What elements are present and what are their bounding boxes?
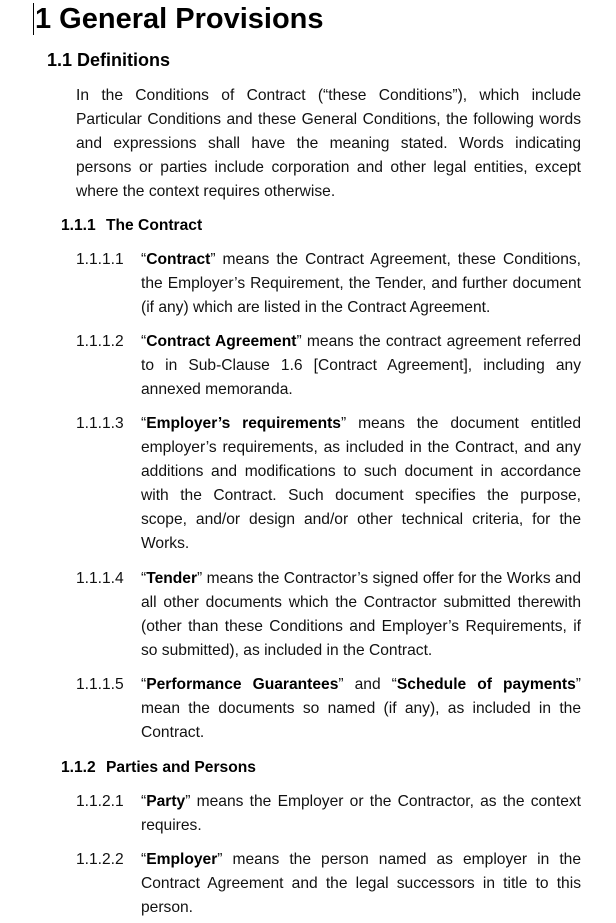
defined-term: Employer’s requirements [146,415,341,432]
clause-item [76,248,581,320]
clause-text: “Contract” means the Contract Agreement, these Conditions, the Employer’s Requirement, the Tender, and further document (if any) which are listed in the Contract Agreement. [141,251,581,317]
clause-item [76,567,581,663]
clause-number: 1.1.1.3 [76,415,124,432]
clause-text: “Contract Agreement” means the contract agreement referred to in Sub-Clause 1.6 [Contract Agreement], including any annexed memoranda. [141,333,582,399]
clause-item [76,330,581,402]
section-title: Parties and Persons [106,759,256,776]
clause-text: “Performance Guarantees” and “Schedule of payments” mean the documents so named (if any), as included in the Contract. [141,676,581,742]
defined-term: Tender [146,570,198,587]
heading-definitions: 1.1 Definitions [47,50,171,70]
section-heading-parties-and-persons [61,758,256,778]
defined-term: Party [146,793,186,810]
clause-number: 1.1.2.2 [76,851,124,868]
heading-general-provisions: 1 General Provisions [35,3,324,35]
defined-term: Contract Agreement [146,333,297,350]
defined-term: Employer [146,851,218,868]
clause-item [76,412,581,557]
clause-text: “Employer” means the person named as employer in the Contract Agreement and the legal successors in title to this person. [141,851,581,917]
section-number: 1.1.1 [61,217,96,234]
defined-term: Performance Guarantees [146,676,339,693]
clause-number: 1.1.1.1 [76,251,124,268]
clause-text: “Employer’s requirements” means the document entitled employer’s requirements, as included in the Contract, and any additions and modifications to such document in accordance with the Contract. Such document specifies the purpose, scope, and/or design and/or other technical criteria, for the Works. [141,415,581,553]
text-cursor [33,3,34,35]
defined-term: Contract [146,251,211,268]
section-heading-the-contract [61,216,202,236]
section-number: 1.1.2 [61,759,96,776]
defined-term: Schedule of payments [396,676,576,693]
clause-item [76,848,581,920]
clause-item [76,790,581,838]
clause-item [76,673,581,745]
clause-text: “Party” means the Employer or the Contractor, as the context requires. [141,793,581,835]
clause-text: “Tender” means the Contractor’s signed offer for the Works and all other documents which the Contractor submitted therewith (other than these Conditions and Employer’s Requirements, if so submitted), as included in the Contract. [141,570,581,660]
clause-number: 1.1.1.5 [76,676,124,693]
clause-number: 1.1.1.4 [76,570,124,587]
section-title: The Contract [106,217,203,234]
clause-number: 1.1.2.1 [76,793,124,810]
clause-number: 1.1.1.2 [76,333,124,350]
definitions-intro-paragraph: In the Conditions of Contract (“these Conditions”), which include Particular Conditions and these General Conditions, the following words and expressions shall have the meaning stated. Words indicating persons or parties include corporation and other legal entities, except where the context requires otherwise. [76,87,581,201]
